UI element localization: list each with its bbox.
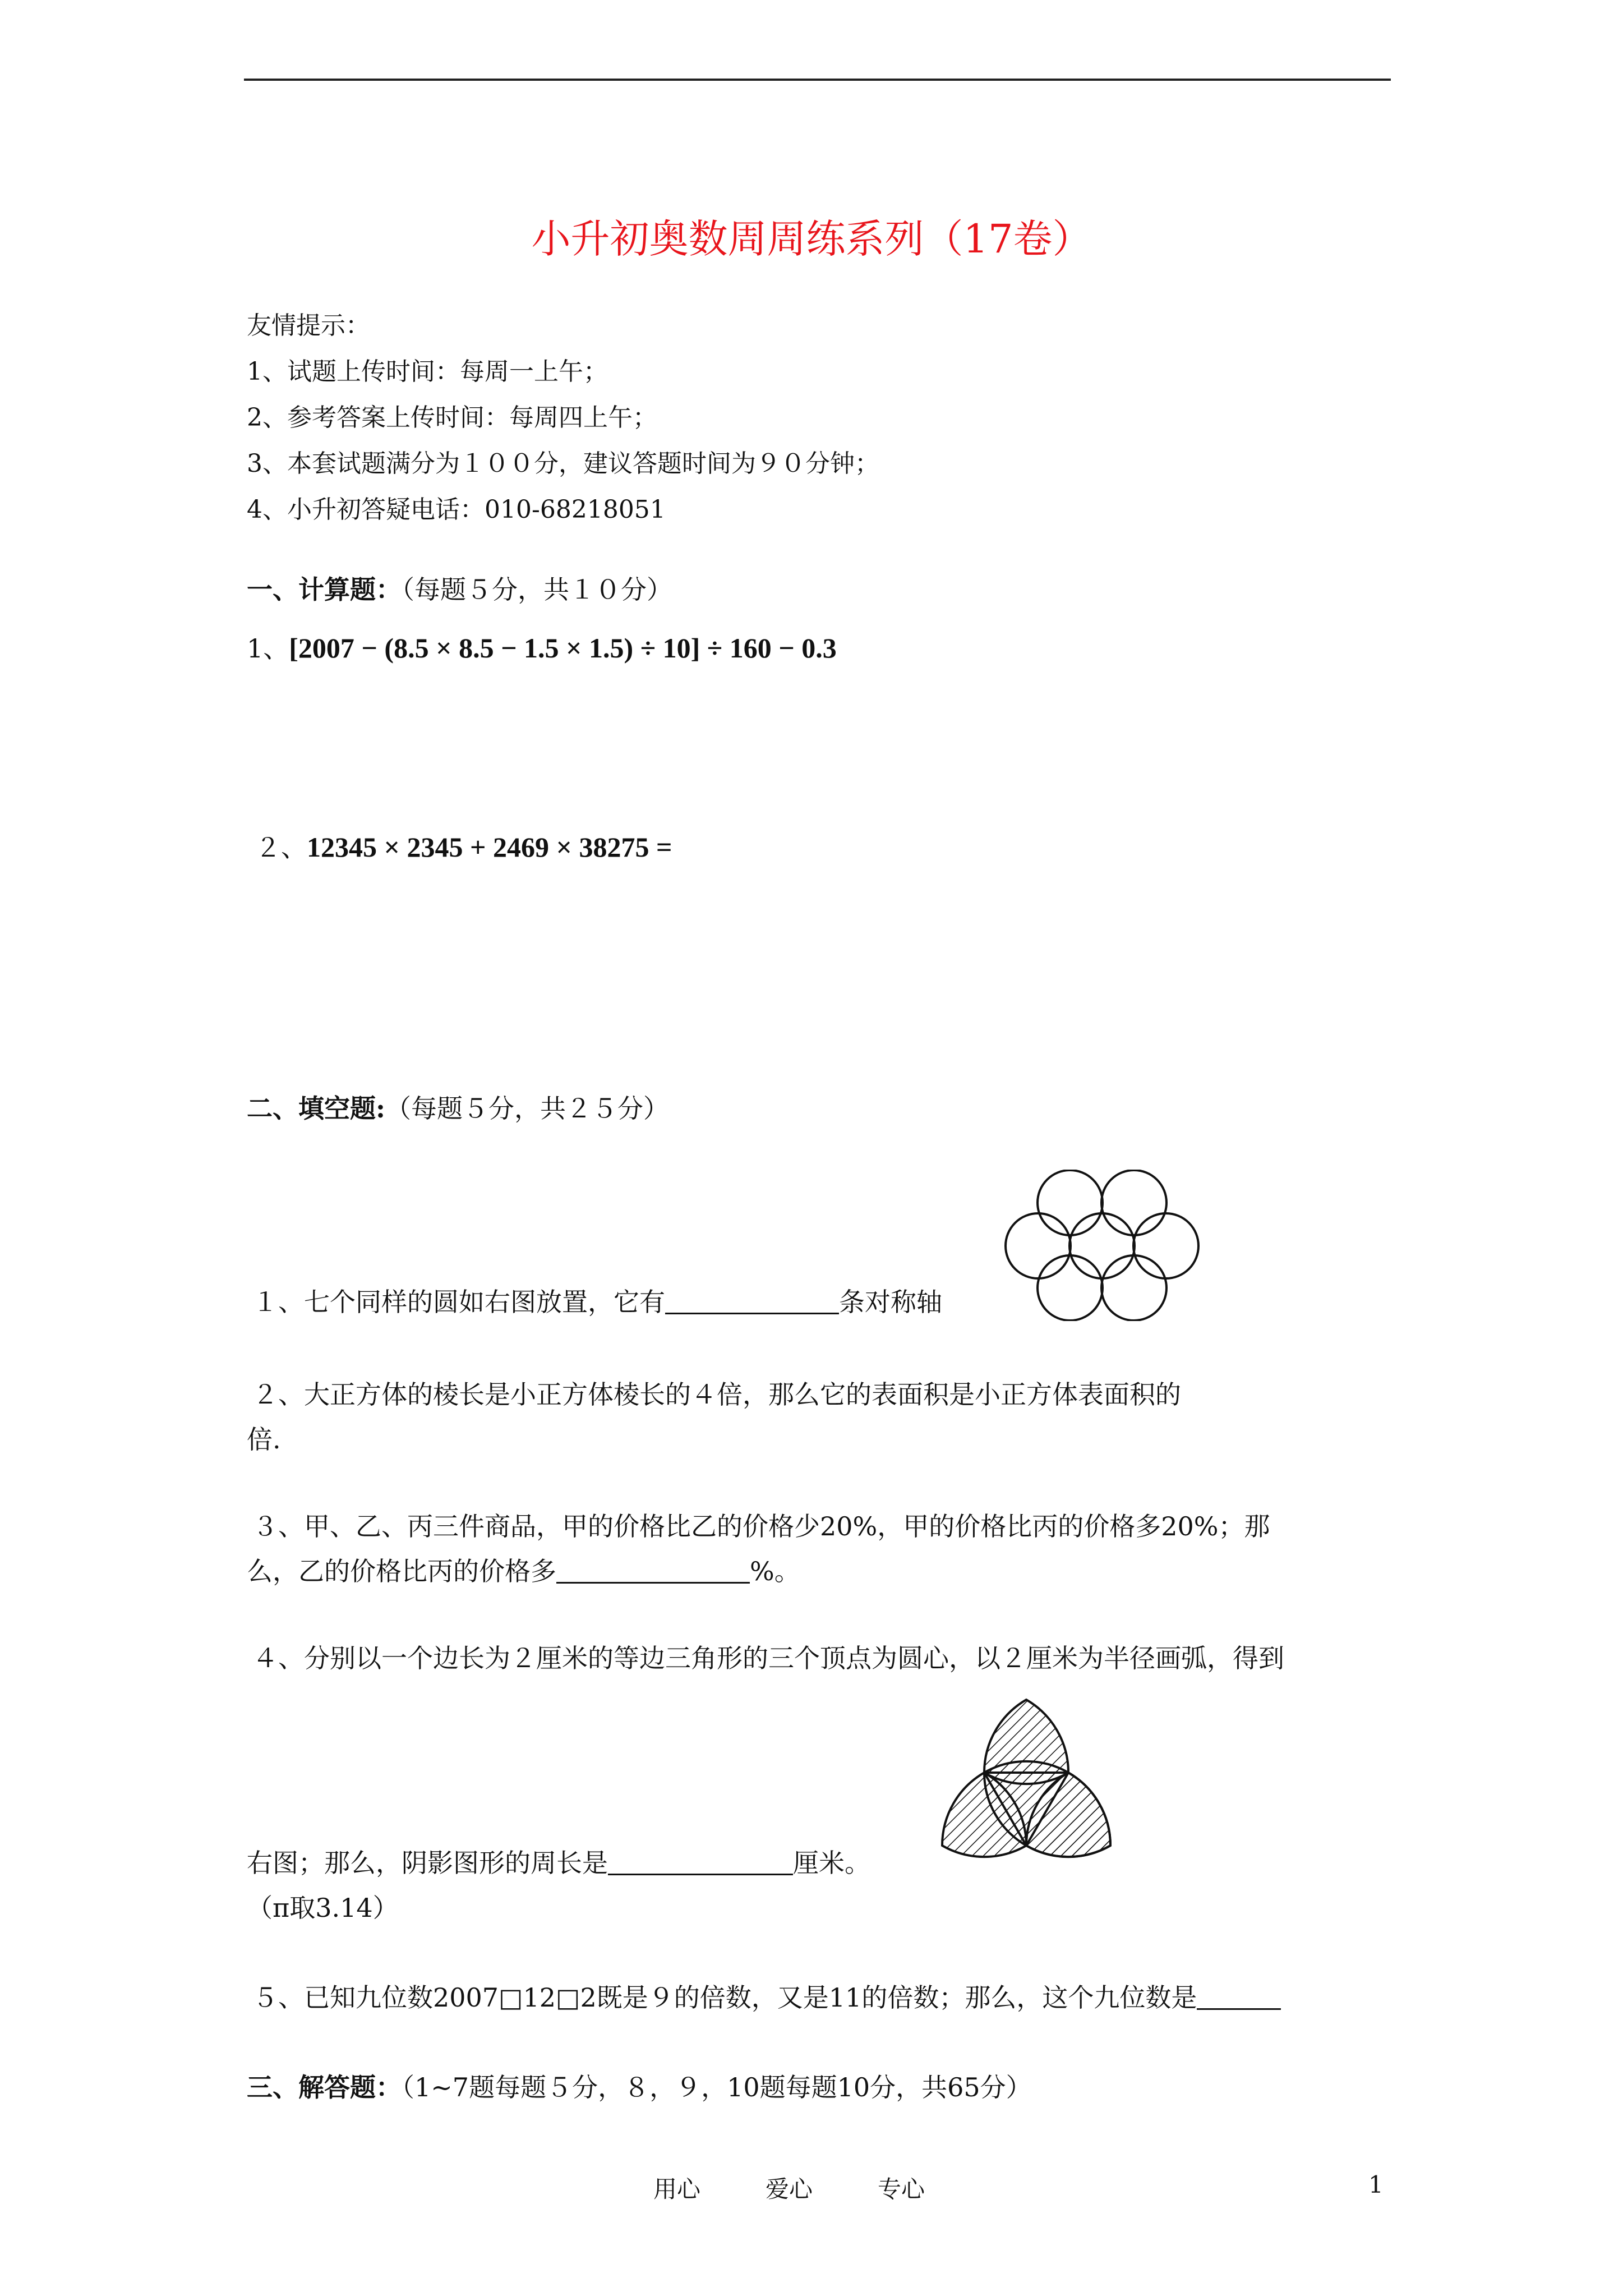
page-number: 1	[1368, 2171, 1384, 2198]
question-label: 1、	[247, 633, 289, 664]
fill-question-2: ２、大正方体的棱长是小正方体棱长的４倍，那么它的表面积是小正方体表面积的	[252, 1379, 1181, 1410]
question-text: 厘米。	[793, 1848, 870, 1878]
answer-blank[interactable]	[1197, 1980, 1281, 2010]
fill-question-1	[252, 1282, 942, 1319]
question-text: %。	[750, 1556, 800, 1586]
pi-note: （π取3.14）	[247, 1893, 399, 1923]
fill-question-5	[252, 1977, 1281, 2014]
question-text: 条对称轴	[839, 1287, 942, 1317]
fill-question-3-cont	[247, 1551, 800, 1588]
fill-question-4-cont	[247, 1843, 870, 1880]
calc-question-2	[255, 827, 672, 864]
fill-question-4: ４、分别以一个边长为２厘米的等边三角形的三个顶点为圆心，以２厘米为半径画弧，得到	[252, 1643, 1284, 1673]
section1-note: （每题５分，共１０分）	[402, 574, 672, 605]
section1-title: 一、计算题：	[247, 574, 402, 605]
section3-heading	[247, 2067, 1032, 2104]
section2-note: （每题５分，共２５分）	[385, 1093, 669, 1124]
question-text: ５、已知九位数2007□12□2既是９的倍数，又是11的倍数；那么，这个九位数是	[252, 1982, 1197, 2013]
tip-item: 2、参考答案上传时间：每周四上午；	[247, 403, 657, 432]
reuleaux-shaded-figure	[920, 1686, 1133, 1879]
calc-question-1	[247, 628, 837, 665]
tips-heading: 友情提示：	[247, 311, 370, 340]
fill-question-3: ３、甲、乙、丙三件商品，甲的价格比乙的价格少20%，甲的价格比丙的价格多20%；那	[252, 1511, 1270, 1542]
footer-word: 爱心	[766, 2175, 813, 2203]
section2-title: 二、填空题:	[247, 1093, 385, 1124]
tips-block	[247, 303, 879, 533]
section2-heading	[247, 1088, 669, 1125]
math-expression: 12345 × 2345 + 2469 × 38275 =	[307, 831, 672, 863]
answer-blank[interactable]	[556, 1554, 750, 1584]
section3-title: 三、解答题：	[247, 2072, 402, 2102]
question-label: ２、	[255, 832, 307, 863]
fill-question-2-cont: 倍.	[247, 1424, 281, 1455]
section1-heading	[247, 569, 672, 606]
footer-word: 专心	[878, 2175, 925, 2203]
page-title: 小升初奥数周周练系列（17卷）	[531, 216, 1092, 262]
question-text: １、七个同样的圆如右图放置，它有	[252, 1287, 665, 1317]
answer-blank[interactable]	[665, 1285, 839, 1314]
header-rule	[244, 79, 1391, 81]
question-text: 右图；那么，阴影图形的周长是	[247, 1848, 608, 1878]
tip-item: 1、试题上传时间：每周一上午；	[247, 357, 608, 386]
tip-item: 4、小升初答疑电话：010-68218051	[247, 495, 666, 524]
seven-circles-figure	[995, 1170, 1209, 1321]
math-expression: [2007 − (8.5 × 8.5 − 1.5 × 1.5) ÷ 10] ÷ 160 − 0.3	[289, 632, 837, 664]
question-text: 么，乙的价格比丙的价格多	[247, 1556, 556, 1586]
footer-word: 用心	[653, 2175, 701, 2203]
answer-blank[interactable]	[608, 1846, 793, 1875]
section3-note: （1~7题每题５分，８，９，10题每题10分，共65分）	[402, 2072, 1032, 2102]
tip-item: 3、本套试题满分为１００分，建议答题时间为９０分钟；	[247, 449, 879, 478]
